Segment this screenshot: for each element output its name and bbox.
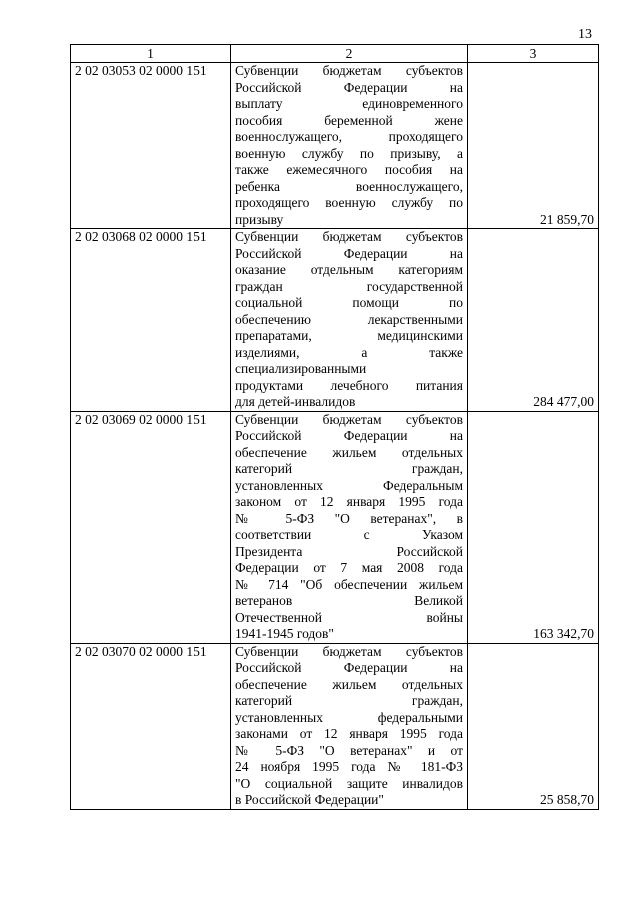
table-header-row (71, 45, 599, 63)
amount-cell: 25 858,70 (468, 643, 599, 809)
description-line: Президента Российской (235, 543, 463, 559)
budget-table (70, 44, 599, 810)
description-line: граждан государственной (235, 278, 463, 294)
description-line: ребенка военнослужащего, (235, 178, 463, 194)
description-line: военнослужащего, проходящего (235, 129, 463, 144)
description-line: Субвенции бюджетам субъектов (235, 643, 463, 659)
description-line: 1941-1945 годов" (235, 626, 334, 641)
description-line: оказание отдельным категориям (235, 262, 463, 277)
column-header-code: 1 (71, 45, 231, 63)
description-line: категорий граждан, (235, 461, 463, 476)
description-line: пособия беременной жене (235, 112, 463, 128)
description-line: препаратами, медицинскими (235, 328, 463, 343)
description-line: законами от 12 января 1995 года (235, 726, 463, 741)
description-line: обеспечение жильем отдельных (235, 444, 463, 460)
description-cell (231, 411, 468, 643)
description-line: "О социальной защите инвалидов (235, 775, 463, 791)
table-body (71, 45, 599, 810)
column-header-description: 2 (231, 45, 468, 63)
description-line: обеспечению лекарственными (235, 311, 463, 327)
description-line: изделиями, а также (235, 344, 463, 360)
description-line: Российской Федерации на (235, 79, 463, 95)
table-row (71, 411, 599, 643)
description-line: выплату единовременного (235, 96, 463, 111)
description-line: проходящего военную службу по (235, 195, 463, 210)
description-cell (231, 229, 468, 412)
description-line: обеспечение жильем отдельных (235, 676, 463, 692)
classification-code-cell: 2 02 03070 02 0000 151 (71, 643, 231, 809)
amount-cell: 21 859,70 (468, 63, 599, 229)
description-line: 24 ноября 1995 года № 181-ФЗ (235, 759, 463, 774)
description-line: установленных федеральными (235, 709, 463, 725)
description-line: военную службу по призыву, а (235, 145, 463, 161)
description-line: Субвенции бюджетам субъектов (235, 411, 463, 427)
description-line: Российской Федерации на (235, 428, 463, 443)
description-line: Российской Федерации на (235, 660, 463, 675)
description-line: № 5-ФЗ "О ветеранах" и от (235, 742, 463, 758)
column-header-amount: 3 (468, 45, 599, 63)
description-line: продуктами лечебного питания (235, 377, 463, 393)
description-line: установленных Федеральным (235, 477, 463, 493)
description-line: призыву (235, 211, 284, 227)
description-line: законом от 12 января 1995 года (235, 494, 463, 509)
page-number: 13 (578, 27, 592, 42)
description-line: Российской Федерации на (235, 245, 463, 261)
description-line: соответствии с Указом (235, 527, 463, 542)
description-line: также ежемесячного пособия на (235, 162, 463, 177)
amount-cell: 163 342,70 (468, 411, 599, 643)
description-cell (231, 63, 468, 229)
description-cell (231, 643, 468, 809)
amount-cell: 284 477,00 (468, 229, 599, 412)
description-line: в Российской Федерации" (235, 792, 384, 807)
description-line: № 5-ФЗ "О ветеранах", в (235, 510, 463, 526)
description-line: ветеранов Великой (235, 593, 463, 608)
description-line: специализированными (235, 361, 367, 376)
classification-code-cell: 2 02 03053 02 0000 151 (71, 63, 231, 229)
description-line: Федерации от 7 мая 2008 года (235, 560, 463, 575)
description-line: для детей-инвалидов (235, 394, 356, 409)
description-line: Субвенции бюджетам субъектов (235, 229, 463, 244)
description-line: Отечественной войны (235, 609, 463, 625)
description-line: категорий граждан, (235, 693, 463, 708)
description-line: № 714 "Об обеспечении жильем (235, 576, 463, 592)
description-line: социальной помощи по (235, 295, 463, 310)
table-row (71, 643, 599, 809)
table-row (71, 63, 599, 229)
classification-code-cell: 2 02 03069 02 0000 151 (71, 411, 231, 643)
classification-code-cell: 2 02 03068 02 0000 151 (71, 229, 231, 412)
description-line: Субвенции бюджетам субъектов (235, 63, 463, 78)
table-row (71, 229, 599, 412)
